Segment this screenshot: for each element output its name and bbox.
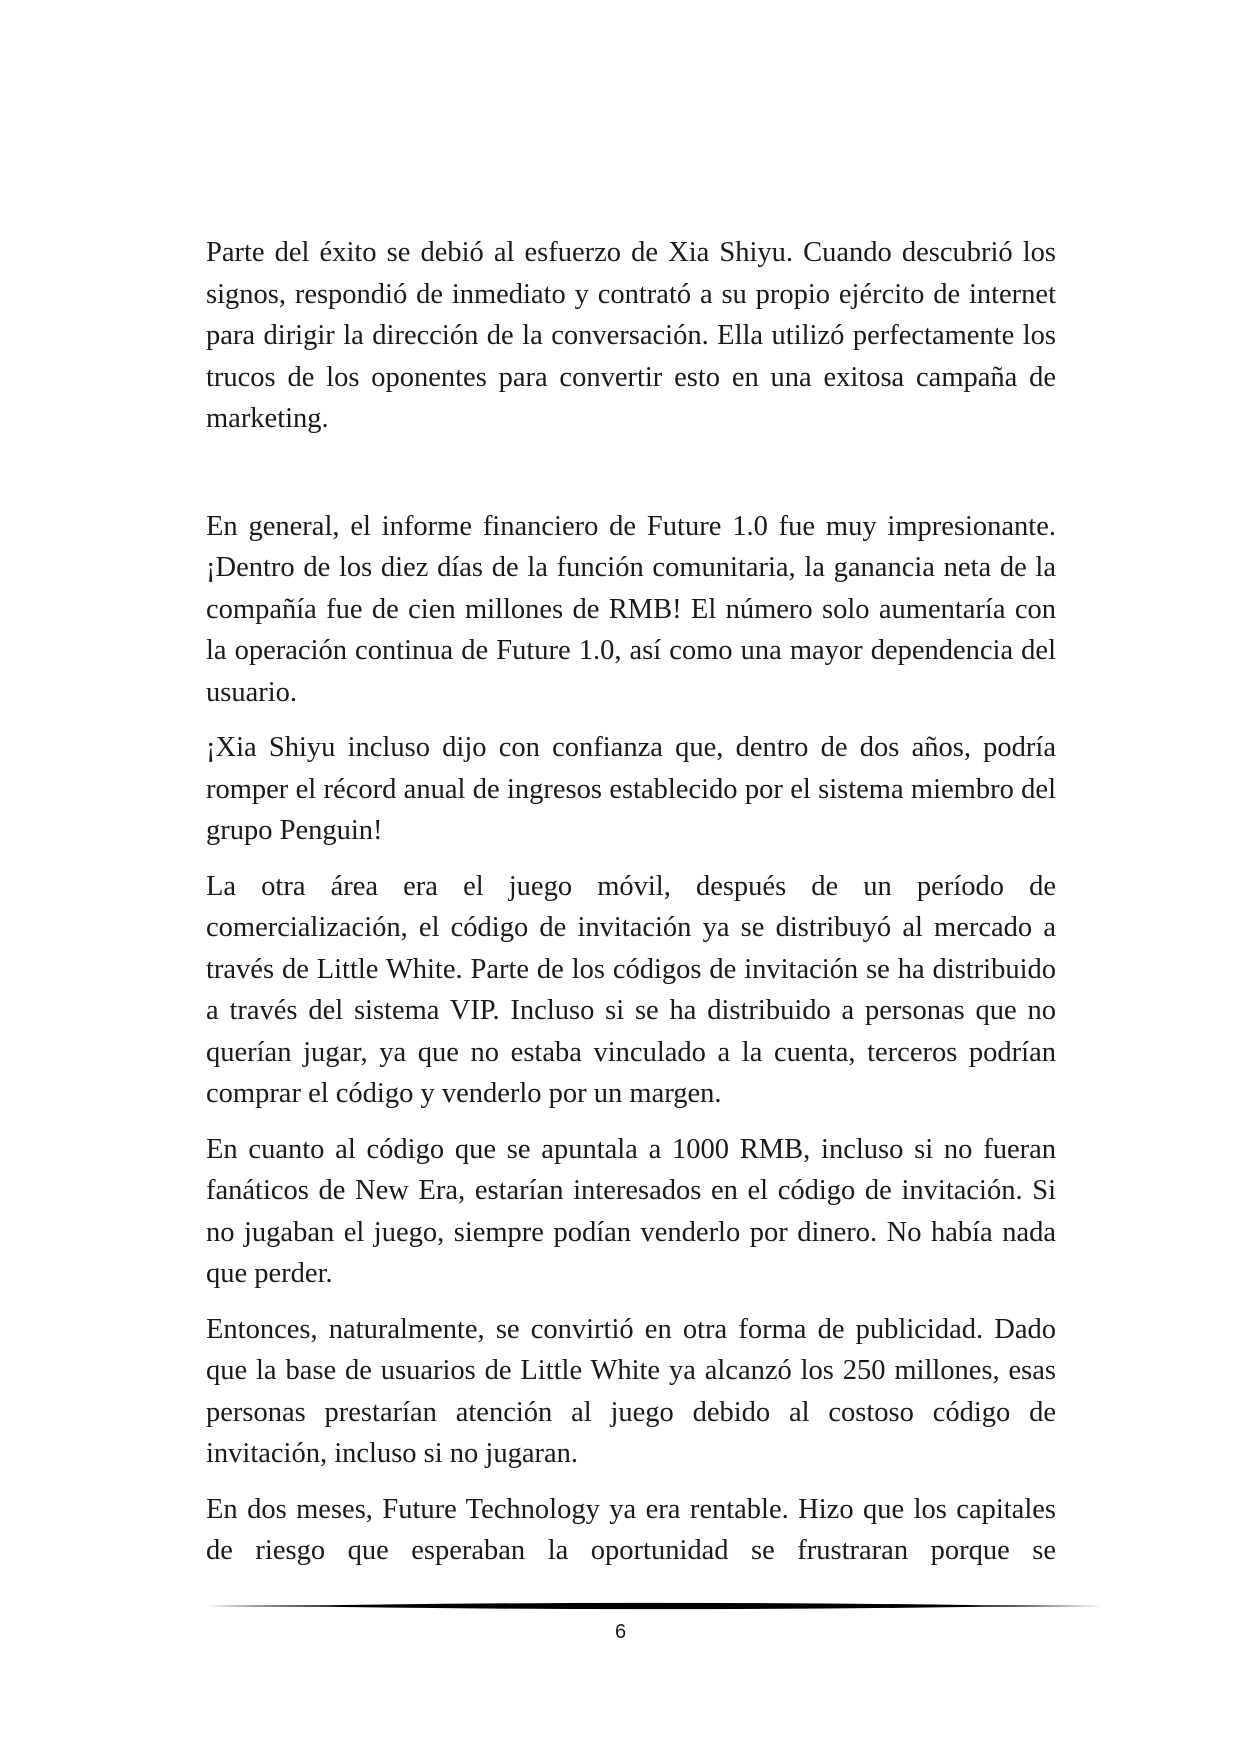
paragraph: En general, el informe financiero de Future 1.0 fue muy impresionante. ¡Dentro de los diez días de la función comunitaria, la ganancia neta de la compañía fue de cien millones de RMB! El número solo aumentaría con la operación continua de Future 1.0, así como una mayor dependencia del usuario. (206, 510, 1056, 708)
paragraph: En dos meses, Future Technology ya era rentable. Hizo que los capitales de riesgo que esperaban la oportunidad se frustraran porque se (206, 1493, 1056, 1566)
footer-divider (206, 1600, 1102, 1612)
paragraph: La otra área era el juego móvil, después de un período de comercialización, el código de invitación ya se distribuyó al mercado a través de Little White. Parte de los códigos de invitación se ha distribuido a través del sistema VIP. Incluso si se ha distribuido a personas que no querían jugar, ya que no estaba vinculado a la cuenta, terceros podrían comprar el código y venderlo por un margen. (206, 870, 1056, 1109)
paragraph: En cuanto al código que se apuntala a 1000 RMB, incluso si no fueran fanáticos de New Era, estarían interesados en el código de invitación. Si no jugaban el juego, siempre podían venderlo por dinero. No había nada que perder. (206, 1133, 1056, 1289)
paragraph: ¡Xia Shiyu incluso dijo con confianza que, dentro de dos años, podría romper el récord anual de ingresos establecido por el sistema miembro del grupo Penguin! (206, 732, 1056, 846)
page-number: 6 (614, 1621, 627, 1643)
paragraph: Entonces, naturalmente, se convirtió en otra forma de publicidad. Dado que la base de usuarios de Little White ya alcanzó los 250 millones, esas personas prestarían atención al juego debido al costoso código de invitación, incluso si no jugaran. (206, 1313, 1056, 1469)
paragraph: Parte del éxito se debió al esfuerzo de Xia Shiyu. Cuando descubrió los signos, respondió de inmediato y contrató a su propio ejército de internet para dirigir la dirección de la conversación. Ella utilizó perfectamente los trucos de los oponentes para convertir esto en una exitosa campaña de marketing. (206, 237, 1056, 434)
body-text (206, 232, 1056, 1586)
